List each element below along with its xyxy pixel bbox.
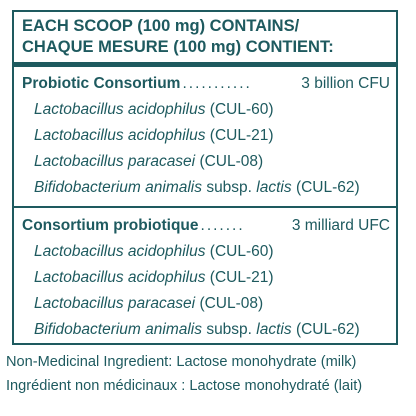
strain-code: (CUL-21) (209, 269, 274, 286)
supplement-facts-panel (12, 10, 398, 345)
strain-code: (CUL-62) (295, 321, 360, 338)
strain-subspecies-name: lactis (256, 179, 292, 196)
strain-row (22, 291, 390, 317)
non-medicinal-english: Non-Medicinal Ingredient: Lactose monohydrate (milk) (6, 354, 357, 370)
consortium-amount: 3 milliard UFC (291, 217, 390, 234)
non-medicinal-french: Ingrédient non médicinaux : Lactose monohydraté (lait) (6, 378, 363, 394)
strain-species: Lactobacillus paracasei (34, 295, 196, 312)
french-ingredient-section (22, 213, 390, 343)
strain-row (22, 149, 390, 175)
strain-row (22, 317, 390, 343)
strain-row (22, 175, 390, 201)
header-line-english: EACH SCOOP (100 mg) CONTAINS/ (22, 17, 300, 35)
strain-row (22, 265, 390, 291)
strain-species: Bifidobacterium animalis (34, 321, 202, 338)
strain-species: Bifidobacterium animalis (34, 179, 202, 196)
header-line-french: CHAQUE MESURE (100 mg) CONTIENT: (22, 38, 334, 56)
strain-row (22, 239, 390, 265)
panel-header (22, 16, 334, 58)
section-divider (14, 206, 396, 208)
leader-dots: ....... (200, 217, 245, 234)
strain-code: (CUL-08) (199, 153, 264, 170)
consortium-name: Consortium probiotique (22, 217, 199, 234)
strain-code: (CUL-60) (209, 243, 274, 260)
consortium-name: Probiotic Consortium (22, 75, 181, 92)
strain-row (22, 97, 390, 123)
consortium-row-french (22, 213, 390, 239)
strain-code: (CUL-62) (295, 179, 360, 196)
leader-dots: ........... (182, 75, 252, 92)
strain-species: Lactobacillus acidophilus (34, 127, 206, 144)
strain-code: (CUL-08) (199, 295, 264, 312)
non-medicinal-ingredients (6, 350, 362, 398)
consortium-row-english (22, 71, 390, 97)
strain-subspecies-name: lactis (256, 321, 292, 338)
strain-code: (CUL-21) (209, 127, 274, 144)
strain-species: Lactobacillus acidophilus (34, 243, 206, 260)
strain-code: (CUL-60) (209, 101, 274, 118)
strain-row (22, 123, 390, 149)
english-ingredient-section (22, 71, 390, 201)
consortium-amount: 3 billion CFU (301, 75, 390, 92)
header-divider-thick (14, 62, 396, 67)
strain-species: Lactobacillus acidophilus (34, 101, 206, 118)
strain-subspecies-label: subsp. (206, 179, 252, 196)
strain-species: Lactobacillus acidophilus (34, 269, 206, 286)
strain-subspecies-label: subsp. (206, 321, 252, 338)
strain-species: Lactobacillus paracasei (34, 153, 196, 170)
